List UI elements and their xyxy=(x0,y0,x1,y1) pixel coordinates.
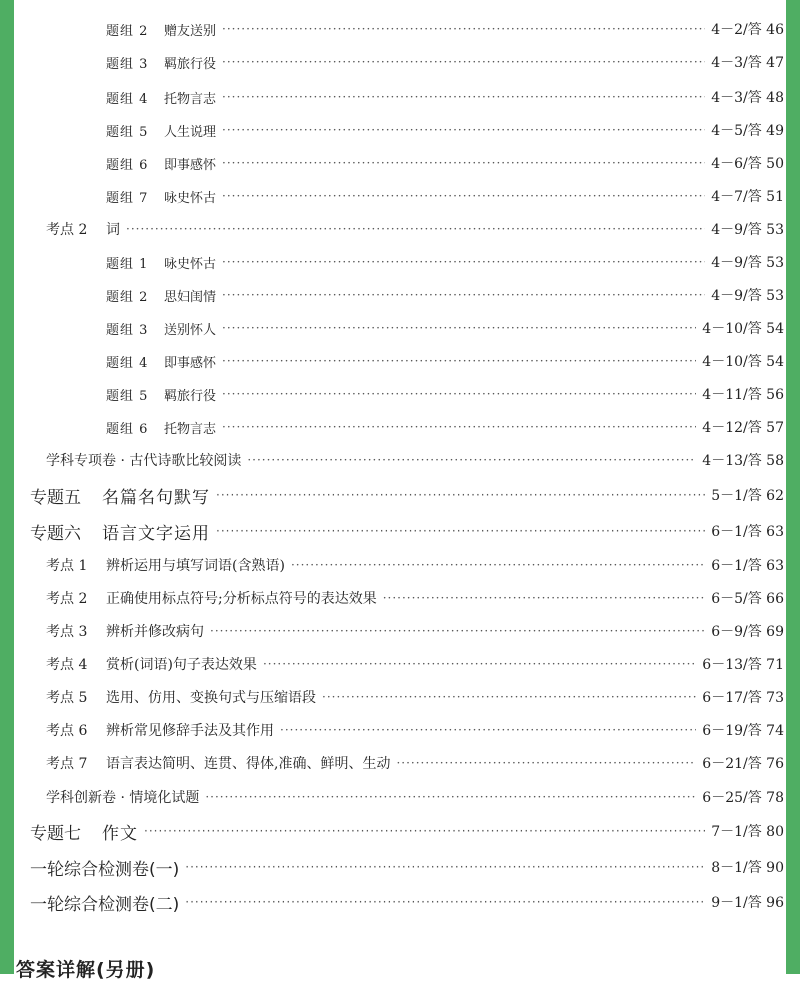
toc-entry-page: 4－3/答 48 xyxy=(711,90,784,106)
dot-leader xyxy=(222,189,705,203)
toc-entry-label xyxy=(46,621,204,641)
toc-entry-title: 作文 xyxy=(102,823,138,844)
toc-entry-number: 题组 7 xyxy=(106,190,149,206)
toc-entry[interactable] xyxy=(14,751,786,775)
toc-entry-title: 辨析常见修辞手法及其作用 xyxy=(106,723,274,739)
toc-entry-number: 题组 6 xyxy=(106,421,149,437)
toc-entry[interactable] xyxy=(14,785,786,809)
toc-entry-label xyxy=(106,385,216,404)
toc-entry-title: 学科创新卷 · 情境化试题 xyxy=(46,790,200,806)
toc-entry-label xyxy=(106,20,216,39)
dot-leader xyxy=(280,723,696,737)
toc-entry[interactable] xyxy=(14,685,786,709)
toc-entry-title: 即事感怀 xyxy=(164,355,217,371)
toc-entry-page: 6－21/答 76 xyxy=(702,756,784,772)
toc-entry-page: 4－2/答 46 xyxy=(711,22,784,38)
toc-entry-page: 4－9/答 53 xyxy=(711,288,784,304)
toc-entry-label xyxy=(106,418,216,437)
dot-leader xyxy=(222,255,705,269)
right-green-border xyxy=(786,0,800,974)
toc-entry-number: 题组 4 xyxy=(106,355,149,371)
dot-leader xyxy=(222,354,696,368)
toc-entry-label xyxy=(30,483,210,508)
toc-entry-page: 6－1/答 63 xyxy=(711,524,784,540)
toc-entry-page: 4－5/答 49 xyxy=(711,123,784,139)
toc-entry[interactable] xyxy=(14,483,786,507)
dot-leader xyxy=(222,387,696,401)
toc-entry-page: 6－9/答 69 xyxy=(711,624,784,640)
toc-entry-title: 托物言志 xyxy=(164,421,217,437)
toc-entry-label xyxy=(106,88,216,107)
dot-leader xyxy=(210,624,705,638)
toc-entry-label xyxy=(46,753,390,773)
toc-entry-number: 专题七 xyxy=(30,823,81,844)
toc-entry-label xyxy=(30,855,179,880)
toc-entry-page: 6－1/答 63 xyxy=(711,558,784,574)
toc-entry-number: 题组 5 xyxy=(106,388,149,404)
toc-entry[interactable] xyxy=(14,890,786,914)
toc-entry-page: 9－1/答 96 xyxy=(711,895,784,911)
toc-entry[interactable] xyxy=(14,382,786,406)
dot-leader xyxy=(222,156,705,170)
dot-leader xyxy=(222,288,705,302)
toc-entry-title: 羁旅行役 xyxy=(164,56,217,72)
toc-entry-page: 4－9/答 53 xyxy=(711,222,784,238)
dot-leader xyxy=(222,123,705,137)
left-green-border xyxy=(0,0,14,974)
dot-leader xyxy=(222,22,705,36)
dot-leader xyxy=(144,824,705,838)
dot-leader xyxy=(222,55,705,69)
toc-entry-title: 学科专项卷 · 古代诗歌比较阅读 xyxy=(46,453,242,469)
dot-leader xyxy=(322,690,696,704)
toc-entry-page: 8－1/答 90 xyxy=(711,860,784,876)
toc-entry-title: 一轮综合检测卷(二) xyxy=(30,894,180,915)
toc-entry-title: 语言文字运用 xyxy=(102,523,210,544)
toc-entry-number: 专题六 xyxy=(30,523,81,544)
toc-entry-title: 正确使用标点符号;分析标点符号的表达效果 xyxy=(106,591,377,607)
toc-entry-label xyxy=(106,253,216,272)
toc-entry-number: 考点 4 xyxy=(46,657,88,673)
dot-leader xyxy=(216,524,705,538)
toc-entry-page: 6－17/答 73 xyxy=(702,690,784,706)
toc-entry-title: 语言表达简明、连贯、得体,准确、鲜明、生动 xyxy=(106,756,391,772)
dot-leader xyxy=(185,860,705,874)
toc-entry-title: 选用、仿用、变换句式与压缩语段 xyxy=(106,690,316,706)
dot-leader xyxy=(396,756,696,770)
toc-entry-number: 题组 3 xyxy=(106,56,149,72)
toc-entry-page: 4－10/答 54 xyxy=(702,354,784,370)
toc-entry[interactable] xyxy=(14,184,786,208)
toc-entry-title: 思妇闺情 xyxy=(164,289,217,305)
toc-entry-page: 6－13/答 71 xyxy=(702,657,784,673)
toc-entry-number: 题组 2 xyxy=(106,23,149,39)
toc-entry-label xyxy=(106,53,216,72)
toc-entry[interactable] xyxy=(14,118,786,142)
toc-entry-label xyxy=(46,654,257,674)
dot-leader xyxy=(185,895,705,909)
toc-entry-label xyxy=(46,450,241,470)
dot-leader xyxy=(205,790,696,804)
toc-entry-label xyxy=(46,219,120,239)
toc-entry[interactable] xyxy=(14,652,786,676)
toc-entry-label xyxy=(46,787,199,807)
toc-entry-page: 4－6/答 50 xyxy=(711,156,784,172)
toc-entry-label xyxy=(46,555,285,575)
toc-entry-page: 6－5/答 66 xyxy=(711,591,784,607)
toc-entry[interactable] xyxy=(14,217,786,241)
dot-leader xyxy=(222,321,696,335)
toc-entry-label xyxy=(106,154,216,173)
toc-entry-title: 咏史怀古 xyxy=(164,190,217,206)
toc-entry[interactable] xyxy=(14,819,786,843)
toc-entry-label xyxy=(106,319,216,338)
toc-entry-title: 辨析并修改病句 xyxy=(106,624,204,640)
toc-entry-page: 4－7/答 51 xyxy=(711,189,784,205)
toc-entry-title: 托物言志 xyxy=(164,91,217,107)
toc-entry-page: 6－19/答 74 xyxy=(702,723,784,739)
dot-leader xyxy=(263,657,696,671)
toc-entry-number: 考点 2 xyxy=(46,222,88,238)
toc-entry-title: 辨析运用与填写词语(含熟语) xyxy=(106,558,285,574)
toc-entry-number: 考点 2 xyxy=(46,591,88,607)
toc-entry-number: 考点 1 xyxy=(46,558,88,574)
toc-entry-title: 名篇名句默写 xyxy=(102,487,210,508)
toc-entry-label xyxy=(106,187,216,206)
toc-entry-number: 题组 2 xyxy=(106,289,149,305)
toc-entry-number: 题组 5 xyxy=(106,124,149,140)
toc-entry[interactable] xyxy=(14,519,786,543)
toc-entry[interactable] xyxy=(14,151,786,175)
toc-entry-page: 4－10/答 54 xyxy=(702,321,784,337)
toc-entry-page: 4－11/答 56 xyxy=(702,387,784,403)
toc-entry[interactable] xyxy=(14,283,786,307)
toc-entry[interactable] xyxy=(14,17,786,41)
dot-leader xyxy=(126,222,705,236)
toc-entry-label xyxy=(46,588,377,608)
toc-entry-title: 一轮综合检测卷(一) xyxy=(30,859,180,880)
toc-entry-label xyxy=(30,519,210,544)
toc-entry-page: 4－13/答 58 xyxy=(702,453,784,469)
toc-entry-title: 即事感怀 xyxy=(164,157,217,173)
toc-entry-page: 4－9/答 53 xyxy=(711,255,784,271)
toc-entry-number: 题组 4 xyxy=(106,91,149,107)
table-of-contents xyxy=(14,0,786,974)
toc-entry-label xyxy=(30,890,179,915)
toc-entry-title: 赠友送别 xyxy=(164,23,217,39)
toc-entry-title: 词 xyxy=(106,222,120,238)
toc-entry-number: 考点 3 xyxy=(46,624,88,640)
toc-entry[interactable] xyxy=(14,349,786,373)
toc-entry-label xyxy=(30,819,138,844)
toc-entry[interactable] xyxy=(14,85,786,109)
toc-entry-label xyxy=(46,720,274,740)
toc-entry-title: 人生说理 xyxy=(164,124,217,140)
toc-entry-title: 送别怀人 xyxy=(164,322,217,338)
dot-leader xyxy=(383,591,705,605)
toc-entry-number: 题组 3 xyxy=(106,322,149,338)
toc-entry[interactable] xyxy=(14,586,786,610)
toc-entry[interactable] xyxy=(14,415,786,439)
toc-entry[interactable] xyxy=(14,619,786,643)
toc-entry[interactable] xyxy=(14,448,786,472)
toc-entry-number: 考点 7 xyxy=(46,756,88,772)
toc-entry-page: 7－1/答 80 xyxy=(711,824,784,840)
dot-leader xyxy=(222,420,696,434)
dot-leader xyxy=(291,558,705,572)
toc-entry-label xyxy=(106,352,216,371)
toc-entry[interactable] xyxy=(14,50,786,74)
toc-entry-title: 咏史怀古 xyxy=(164,256,217,272)
toc-entry-number: 专题五 xyxy=(30,487,81,508)
toc-entry-number: 题组 1 xyxy=(106,256,149,272)
toc-entry-label xyxy=(106,121,216,140)
answer-section-heading: 答案详解(另册) xyxy=(16,959,156,981)
toc-entry[interactable] xyxy=(14,250,786,274)
toc-entry[interactable] xyxy=(14,718,786,742)
toc-entry-title: 赏析(词语)句子表达效果 xyxy=(106,657,257,673)
toc-entry[interactable] xyxy=(14,316,786,340)
toc-entry-page: 5－1/答 62 xyxy=(711,488,784,504)
dot-leader xyxy=(247,453,696,467)
toc-entry-page: 4－3/答 47 xyxy=(711,55,784,71)
toc-entry-number: 考点 5 xyxy=(46,690,88,706)
dot-leader xyxy=(222,90,705,104)
toc-entry-title: 羁旅行役 xyxy=(164,388,217,404)
toc-entry-number: 考点 6 xyxy=(46,723,88,739)
toc-entry-page: 4－12/答 57 xyxy=(702,420,784,436)
toc-entry-label xyxy=(46,687,316,707)
toc-entry-label xyxy=(106,286,216,305)
toc-entry-page: 6－25/答 78 xyxy=(702,790,784,806)
toc-entry-number: 题组 6 xyxy=(106,157,149,173)
dot-leader xyxy=(216,488,705,502)
toc-entry[interactable] xyxy=(14,855,786,879)
toc-entry[interactable] xyxy=(14,553,786,577)
